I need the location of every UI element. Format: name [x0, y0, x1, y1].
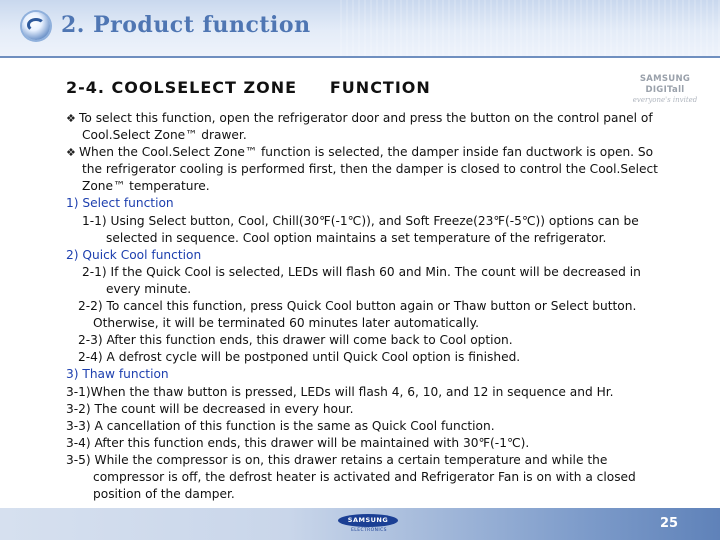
header-bar	[0, 0, 720, 58]
text-line: 3-1)When the thaw button is pressed, LEDs will flash 4, 6, 10, and 12 in sequence and Hr.	[66, 384, 614, 399]
text-line: selected in sequence. Cool option maintains a set temperature of the refrigerator.	[106, 230, 607, 245]
subsection-heading: 3) Thaw function	[66, 367, 169, 382]
logo-tagline: everyone's invited	[632, 96, 698, 104]
logo-subtext: ELECTRONICS	[351, 528, 387, 533]
samsung-electronics-logo	[334, 512, 404, 536]
logo-brand: SAMSUNG DIGITall	[639, 74, 691, 95]
page-title: 2. Product function	[61, 12, 311, 38]
text-line: Cool.Select Zone™ drawer.	[82, 128, 247, 143]
text-line: 2-2) To cancel this function, press Quick Cool button again or Thaw button or Select button.	[78, 299, 637, 314]
logo-wordmark: SAMSUNG	[338, 514, 398, 527]
diamond-bullet-icon: ❖	[66, 112, 76, 125]
section-heading: 2-4. COOLSELECT ZONE FUNCTION	[66, 78, 431, 97]
subsection-heading: 1) Select function	[66, 196, 174, 211]
samsung-digitall-logo	[624, 74, 706, 104]
text-line: 2-3) After this function ends, this drawer will come back to Cool option.	[78, 333, 513, 348]
text-line: 3-2) The count will be decreased in every hour.	[66, 401, 354, 416]
text-line: ❖ When the Cool.Select Zone™ function is selected, the damper inside fan ductwork is open. So	[66, 144, 696, 161]
text-line: Zone™ temperature.	[82, 179, 210, 194]
footer-bar	[0, 508, 720, 540]
diamond-bullet-icon: ❖	[66, 146, 76, 160]
text-line: 1-1) Using Select button, Cool, Chill(30℉(-1℃)), and Soft Freeze(23℉(-5℃)) options can be	[82, 213, 639, 228]
text-line: the refrigerator cooling is performed first, then the damper is closed to control the Cool.Select	[82, 162, 658, 177]
text-line: position of the damper.	[93, 487, 235, 502]
text-line: every minute.	[106, 281, 192, 296]
text-line: Otherwise, it will be terminated 60 minutes later automatically.	[93, 316, 479, 331]
subsection-heading: 2) Quick Cool function	[66, 247, 202, 262]
text-line: 3-4) After this function ends, this drawer will be maintained with 30℉(-1℃).	[66, 435, 530, 450]
text-line: compressor is off, the defrost heater is activated and Refrigerator Fan is on with a closed	[93, 469, 636, 484]
text-line: 2-1) If the Quick Cool is selected, LEDs will flash 60 and Min. The count will be decreased in	[82, 264, 641, 279]
text-line: 2-4) A defrost cycle will be postponed until Quick Cool option is finished.	[78, 350, 521, 365]
body-text	[66, 110, 696, 503]
text-line: ❖ To select this function, open the refrigerator door and press the button on the control panel of	[66, 110, 696, 127]
header-decoration	[340, 0, 720, 56]
page-number: 25	[660, 516, 679, 531]
text-line: 3-3) A cancellation of this function is the same as Quick Cool function.	[66, 418, 495, 433]
globe-icon	[22, 12, 50, 40]
text-line: 3-5) While the compressor is on, this drawer retains a certain temperature and while the	[66, 452, 608, 467]
